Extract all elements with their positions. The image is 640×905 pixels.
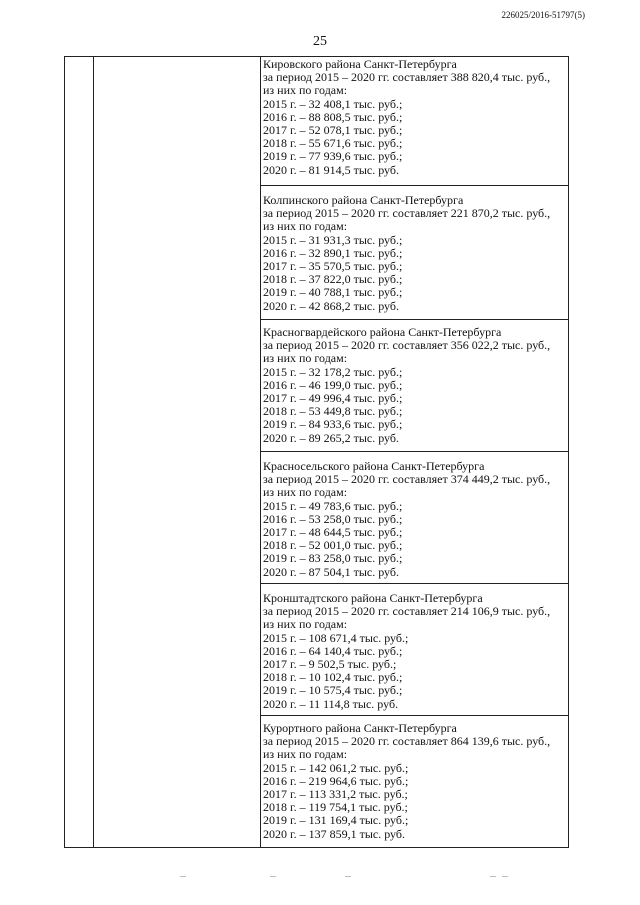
year-amount: 2016 г. – 32 890,1 тыс. руб.; bbox=[263, 245, 403, 260]
column-divider-1 bbox=[93, 57, 94, 847]
by-years-intro: из них по годам: bbox=[263, 485, 348, 500]
period-total: за период 2015 – 2020 гг. составляет 214 106,9 тыс. руб., bbox=[263, 604, 551, 619]
district-entry-krasnogvardeysky bbox=[261, 325, 568, 445]
by-years-intro: из них по годам: bbox=[263, 747, 348, 762]
row-divider bbox=[261, 319, 568, 320]
year-amount: 2015 г. – 32 178,2 тыс. руб.; bbox=[263, 364, 403, 379]
year-amount: 2020 г. – 89 265,2 тыс. руб. bbox=[263, 430, 399, 445]
scan-mark bbox=[345, 876, 351, 877]
year-amount: 2020 г. – 137 859,1 тыс. руб. bbox=[263, 826, 405, 841]
year-amount: 2019 г. – 131 169,4 тыс. руб.; bbox=[263, 813, 409, 828]
district-name: Красносельского района Санкт-Петербурга bbox=[263, 459, 485, 473]
year-amount: 2015 г. – 142 061,2 тыс. руб.; bbox=[263, 760, 409, 775]
district-entry-krasnoselsky bbox=[261, 459, 568, 579]
year-amount: 2016 г. – 219 964,6 тыс. руб.; bbox=[263, 773, 409, 788]
year-amount: 2018 г. – 10 102,4 тыс. руб.; bbox=[263, 670, 403, 685]
district-name: Колпинского района Санкт-Петербурга bbox=[263, 193, 464, 207]
district-entry-kronshtadtsky bbox=[261, 591, 568, 711]
period-total: за период 2015 – 2020 гг. составляет 356 022,2 тыс. руб., bbox=[263, 338, 551, 353]
by-years-intro: из них по годам: bbox=[263, 351, 348, 366]
year-amount: 2016 г. – 46 199,0 тыс. руб.; bbox=[263, 377, 403, 392]
year-amount: 2017 г. – 9 502,5 тыс. руб.; bbox=[263, 657, 397, 672]
district-name: Красногвардейского района Санкт-Петербурга bbox=[263, 325, 502, 339]
year-amount: 2018 г. – 52 001,0 тыс. руб.; bbox=[263, 538, 403, 553]
year-amount: 2015 г. – 108 671,4 тыс. руб.; bbox=[263, 630, 409, 645]
footer-scan-marks bbox=[150, 876, 550, 882]
district-entry-kolpinsky bbox=[261, 193, 568, 313]
year-amount: 2017 г. – 52 078,1 тыс. руб.; bbox=[263, 123, 403, 138]
year-amount: 2017 г. – 35 570,5 тыс. руб.; bbox=[263, 259, 403, 274]
page-number: 25 bbox=[313, 34, 327, 49]
scan-mark bbox=[490, 876, 496, 877]
year-amount: 2020 г. – 42 868,2 тыс. руб. bbox=[263, 298, 399, 313]
period-total: за период 2015 – 2020 гг. составляет 388 820,4 тыс. руб., bbox=[263, 70, 551, 85]
by-years-intro: из них по годам: bbox=[263, 83, 348, 98]
by-years-intro: из них по годам: bbox=[263, 617, 348, 632]
year-amount: 2017 г. – 48 644,5 тыс. руб.; bbox=[263, 525, 403, 540]
district-name: Кронштадтского района Санкт-Петербурга bbox=[263, 591, 483, 605]
year-amount: 2015 г. – 49 783,6 тыс. руб.; bbox=[263, 498, 403, 513]
period-total: за период 2015 – 2020 гг. составляет 864 139,6 тыс. руб., bbox=[263, 734, 551, 749]
year-amount: 2016 г. – 64 140,4 тыс. руб.; bbox=[263, 643, 403, 658]
year-amount: 2019 г. – 84 933,6 тыс. руб.; bbox=[263, 417, 403, 432]
year-amount: 2018 г. – 119 754,1 тыс. руб.; bbox=[263, 800, 408, 815]
year-amount: 2018 г. – 37 822,0 тыс. руб.; bbox=[263, 272, 403, 287]
district-name: Кировского района Санкт-Петербурга bbox=[263, 57, 457, 71]
row-divider bbox=[261, 451, 568, 452]
scan-mark bbox=[270, 876, 276, 877]
year-amount: 2019 г. – 77 939,6 тыс. руб.; bbox=[263, 149, 403, 164]
entries-column bbox=[261, 57, 568, 847]
district-entry-kurortny bbox=[261, 721, 568, 841]
year-amount: 2015 г. – 31 931,3 тыс. руб.; bbox=[263, 232, 403, 247]
year-amount: 2018 г. – 55 671,6 тыс. руб.; bbox=[263, 136, 403, 151]
district-entry-kirovsky bbox=[261, 57, 568, 177]
year-amount: 2019 г. – 83 258,0 тыс. руб.; bbox=[263, 551, 403, 566]
document-code: 226025/2016-51797(5) bbox=[501, 10, 585, 20]
scan-mark bbox=[502, 876, 508, 877]
year-amount: 2020 г. – 81 914,5 тыс. руб. bbox=[263, 162, 399, 177]
row-divider bbox=[261, 715, 568, 716]
year-amount: 2020 г. – 87 504,1 тыс. руб. bbox=[263, 564, 399, 579]
by-years-intro: из них по годам: bbox=[263, 219, 348, 234]
year-amount: 2017 г. – 49 996,4 тыс. руб.; bbox=[263, 391, 403, 406]
row-divider bbox=[261, 185, 568, 186]
year-amount: 2017 г. – 113 331,2 тыс. руб.; bbox=[263, 787, 408, 802]
year-amount: 2019 г. – 10 575,4 тыс. руб.; bbox=[263, 683, 403, 698]
year-amount: 2016 г. – 88 808,5 тыс. руб.; bbox=[263, 109, 403, 124]
document-table bbox=[64, 56, 569, 848]
year-amount: 2018 г. – 53 449,8 тыс. руб.; bbox=[263, 404, 403, 419]
period-total: за период 2015 – 2020 гг. составляет 374 449,2 тыс. руб., bbox=[263, 472, 551, 487]
year-amount: 2016 г. – 53 258,0 тыс. руб.; bbox=[263, 511, 403, 526]
year-amount: 2015 г. – 32 408,1 тыс. руб.; bbox=[263, 96, 403, 111]
year-amount: 2019 г. – 40 788,1 тыс. руб.; bbox=[263, 285, 403, 300]
row-divider bbox=[261, 583, 568, 584]
scan-mark bbox=[180, 876, 186, 877]
year-amount: 2020 г. – 11 114,8 тыс. руб. bbox=[263, 696, 399, 711]
period-total: за период 2015 – 2020 гг. составляет 221 870,2 тыс. руб., bbox=[263, 206, 551, 221]
district-name: Курортного района Санкт-Петербурга bbox=[263, 721, 457, 735]
